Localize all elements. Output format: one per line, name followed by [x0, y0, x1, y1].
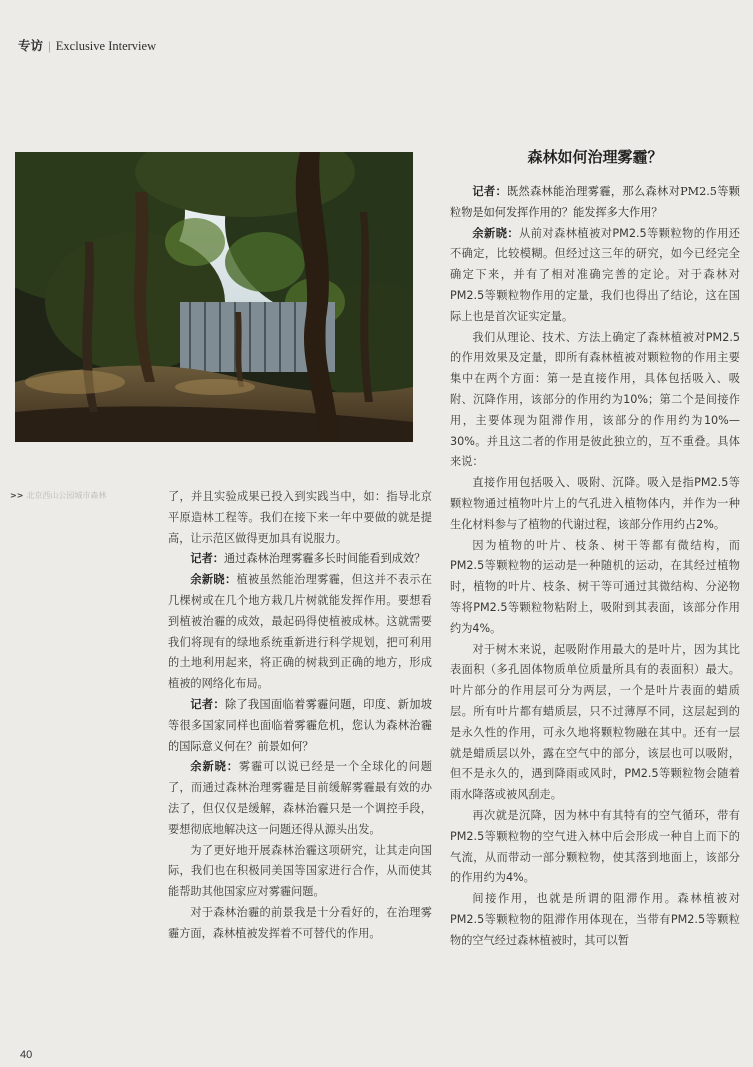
- answer-text: 雾霾可以说已经是一个全球化的问题了，而通过森林治理雾霾是目前缓解雾霾最有效的办法了，但仅仅是缓解，森林治霾只是一个调控手段，要想彻底地解决这一问题还得从源头出发。: [168, 760, 432, 836]
- answer-text: 从前对森林植被对PM2.5等颗粒物的作用还不确定，比较模糊。但经过这三年的研究，如今已经完全确定下来，并有了相对准确完善的定论。对于森林对PM2.5等颗粒物作用的定量，我们也得出了结论，这在国际上也是首次证实定量。: [450, 226, 740, 323]
- left-column: [168, 487, 432, 945]
- paragraph: 再次就是沉降，因为林中有其特有的空气循环，带有PM2.5等颗粒物的空气进入林中后会形成一种自上而下的气流，从而带动一部分颗粒物，使其落到地面上，该部分的作用约为4%。: [450, 808, 740, 885]
- answer-paragraph: [168, 757, 432, 840]
- answer-paragraph: [168, 570, 432, 695]
- answer-paragraph: [450, 224, 740, 328]
- page-number: 40: [20, 1049, 33, 1061]
- speaker-label: 记者：: [190, 552, 224, 566]
- paragraph: 对于树木来说，起吸附作用最大的是叶片，因为其比表面积（多孔固体物质单位质量所具有的表面积）最大。叶片部分的作用层可分为两层，一个是叶片表面的蜡质层。所有叶片都有蜡质层，只不过薄厚不同，这层起到的是永久性的作用，可永久地将颗粒物融在其中。还有一层就是蜡质层以外，露在空气中的部分，该层也可以吸附，但不是永久的，遇到降雨或风时，PM2.5等颗粒物会随着雨水降落或被风刮走。: [450, 642, 740, 802]
- section-label-zh: 专访: [18, 38, 44, 53]
- paragraph: 间接作用，也就是所谓的阻滞作用。森林植被对PM2.5等颗粒物的阻滞作用体现在，当带有PM2.5等颗粒物的空气经过森林植被时，其可以暂: [450, 892, 740, 947]
- speaker-label: 余新晓：: [472, 226, 520, 240]
- photo-caption: [10, 490, 130, 502]
- speaker-label: 记者：: [472, 185, 508, 198]
- right-column: [450, 182, 740, 951]
- answer-text: 植被虽然能治理雾霾，但这并不表示在几棵树或在几个地方栽几片树就能发挥作用。要想看到植被治霾的成效，最起码得使植被成林。这就需要我们将现有的绿地系统重新进行科学规划，把可利用的土地利用起来，将正确的树栽到正确的地方，形成植被的网络化布局。: [168, 573, 432, 691]
- caption-text: 北京西山公园城市森林: [26, 491, 107, 500]
- speaker-label: 余新晓：: [190, 760, 239, 774]
- speaker-label: 余新晓：: [190, 573, 237, 587]
- section-label-en: Exclusive Interview: [55, 39, 157, 53]
- forest-photo-icon: [15, 152, 413, 442]
- paragraph: 了，并且实验成果已投入到实践当中，如：指导北京平原造林工程等。我们在接下来一年中要做的就是提高，让示范区做得更加具有说服力。: [168, 490, 432, 545]
- paragraph: 因为植物的叶片、枝条、树干等都有微结构，而PM2.5等颗粒物的运动是一种随机的运动，在其经过植物时，植物的叶片、枝条、树干等可通过其微结构、分泌物等将PM2.5等颗粒物粘附上，吸附到其表面，该部分作用约为4%。: [450, 538, 740, 635]
- question-text: 既然森林能治理雾霾，那么森林对PM2.5等颗粒物是如何发挥作用的？能发挥多大作用？: [450, 185, 740, 219]
- header-separator: |: [48, 39, 51, 53]
- caption-arrow-icon: >>: [10, 491, 24, 500]
- paragraph: 我们从理论、技术、方法上确定了森林植被对PM2.5的作用效果及定量，即所有森林植被对颗粒物的作用主要集中在两个方面：第一是直接作用，具体包括吸入、吸附、沉降作用，该部分的作用约为10%；第二个是间接作用，主要体现为阻滞作用，该部分的作用约为10%—30%。并且这二者的作用是彼此独立的，互不重叠。具体来说：: [450, 330, 740, 469]
- paragraph: 直接作用包括吸入、吸附、沉降。吸入是指PM2.5等颗粒物通过植物叶片上的气孔进入植物体内，并作为一种生化材料参与了植物的代谢过程，该部分作用约占2%。: [450, 476, 740, 531]
- speaker-label: 记者：: [190, 697, 225, 711]
- paragraph: 为了更好地开展森林治霾这项研究，让其走向国际，我们也在积极同美国等国家进行合作，从而使其能帮助其他国家应对雾霾问题。: [168, 843, 432, 899]
- question-paragraph: [168, 549, 432, 570]
- section-title: 森林如何治理雾霾？: [527, 148, 663, 166]
- page-header: [18, 36, 156, 54]
- forest-photo: [15, 152, 413, 442]
- question-text: 除了我国面临着雾霾问题，印度、新加坡等很多国家同样也面临着雾霾危机，您认为森林治霾的国际意义何在？前景如何？: [168, 697, 432, 753]
- question-paragraph: [450, 182, 740, 224]
- question-paragraph: [168, 695, 432, 757]
- question-text: 通过森林治理雾霾多长时间能看到成效？: [223, 552, 426, 566]
- paragraph: 对于森林治霾的前景我是十分看好的，在治理雾霾方面，森林植被发挥着不可替代的作用。: [168, 905, 432, 940]
